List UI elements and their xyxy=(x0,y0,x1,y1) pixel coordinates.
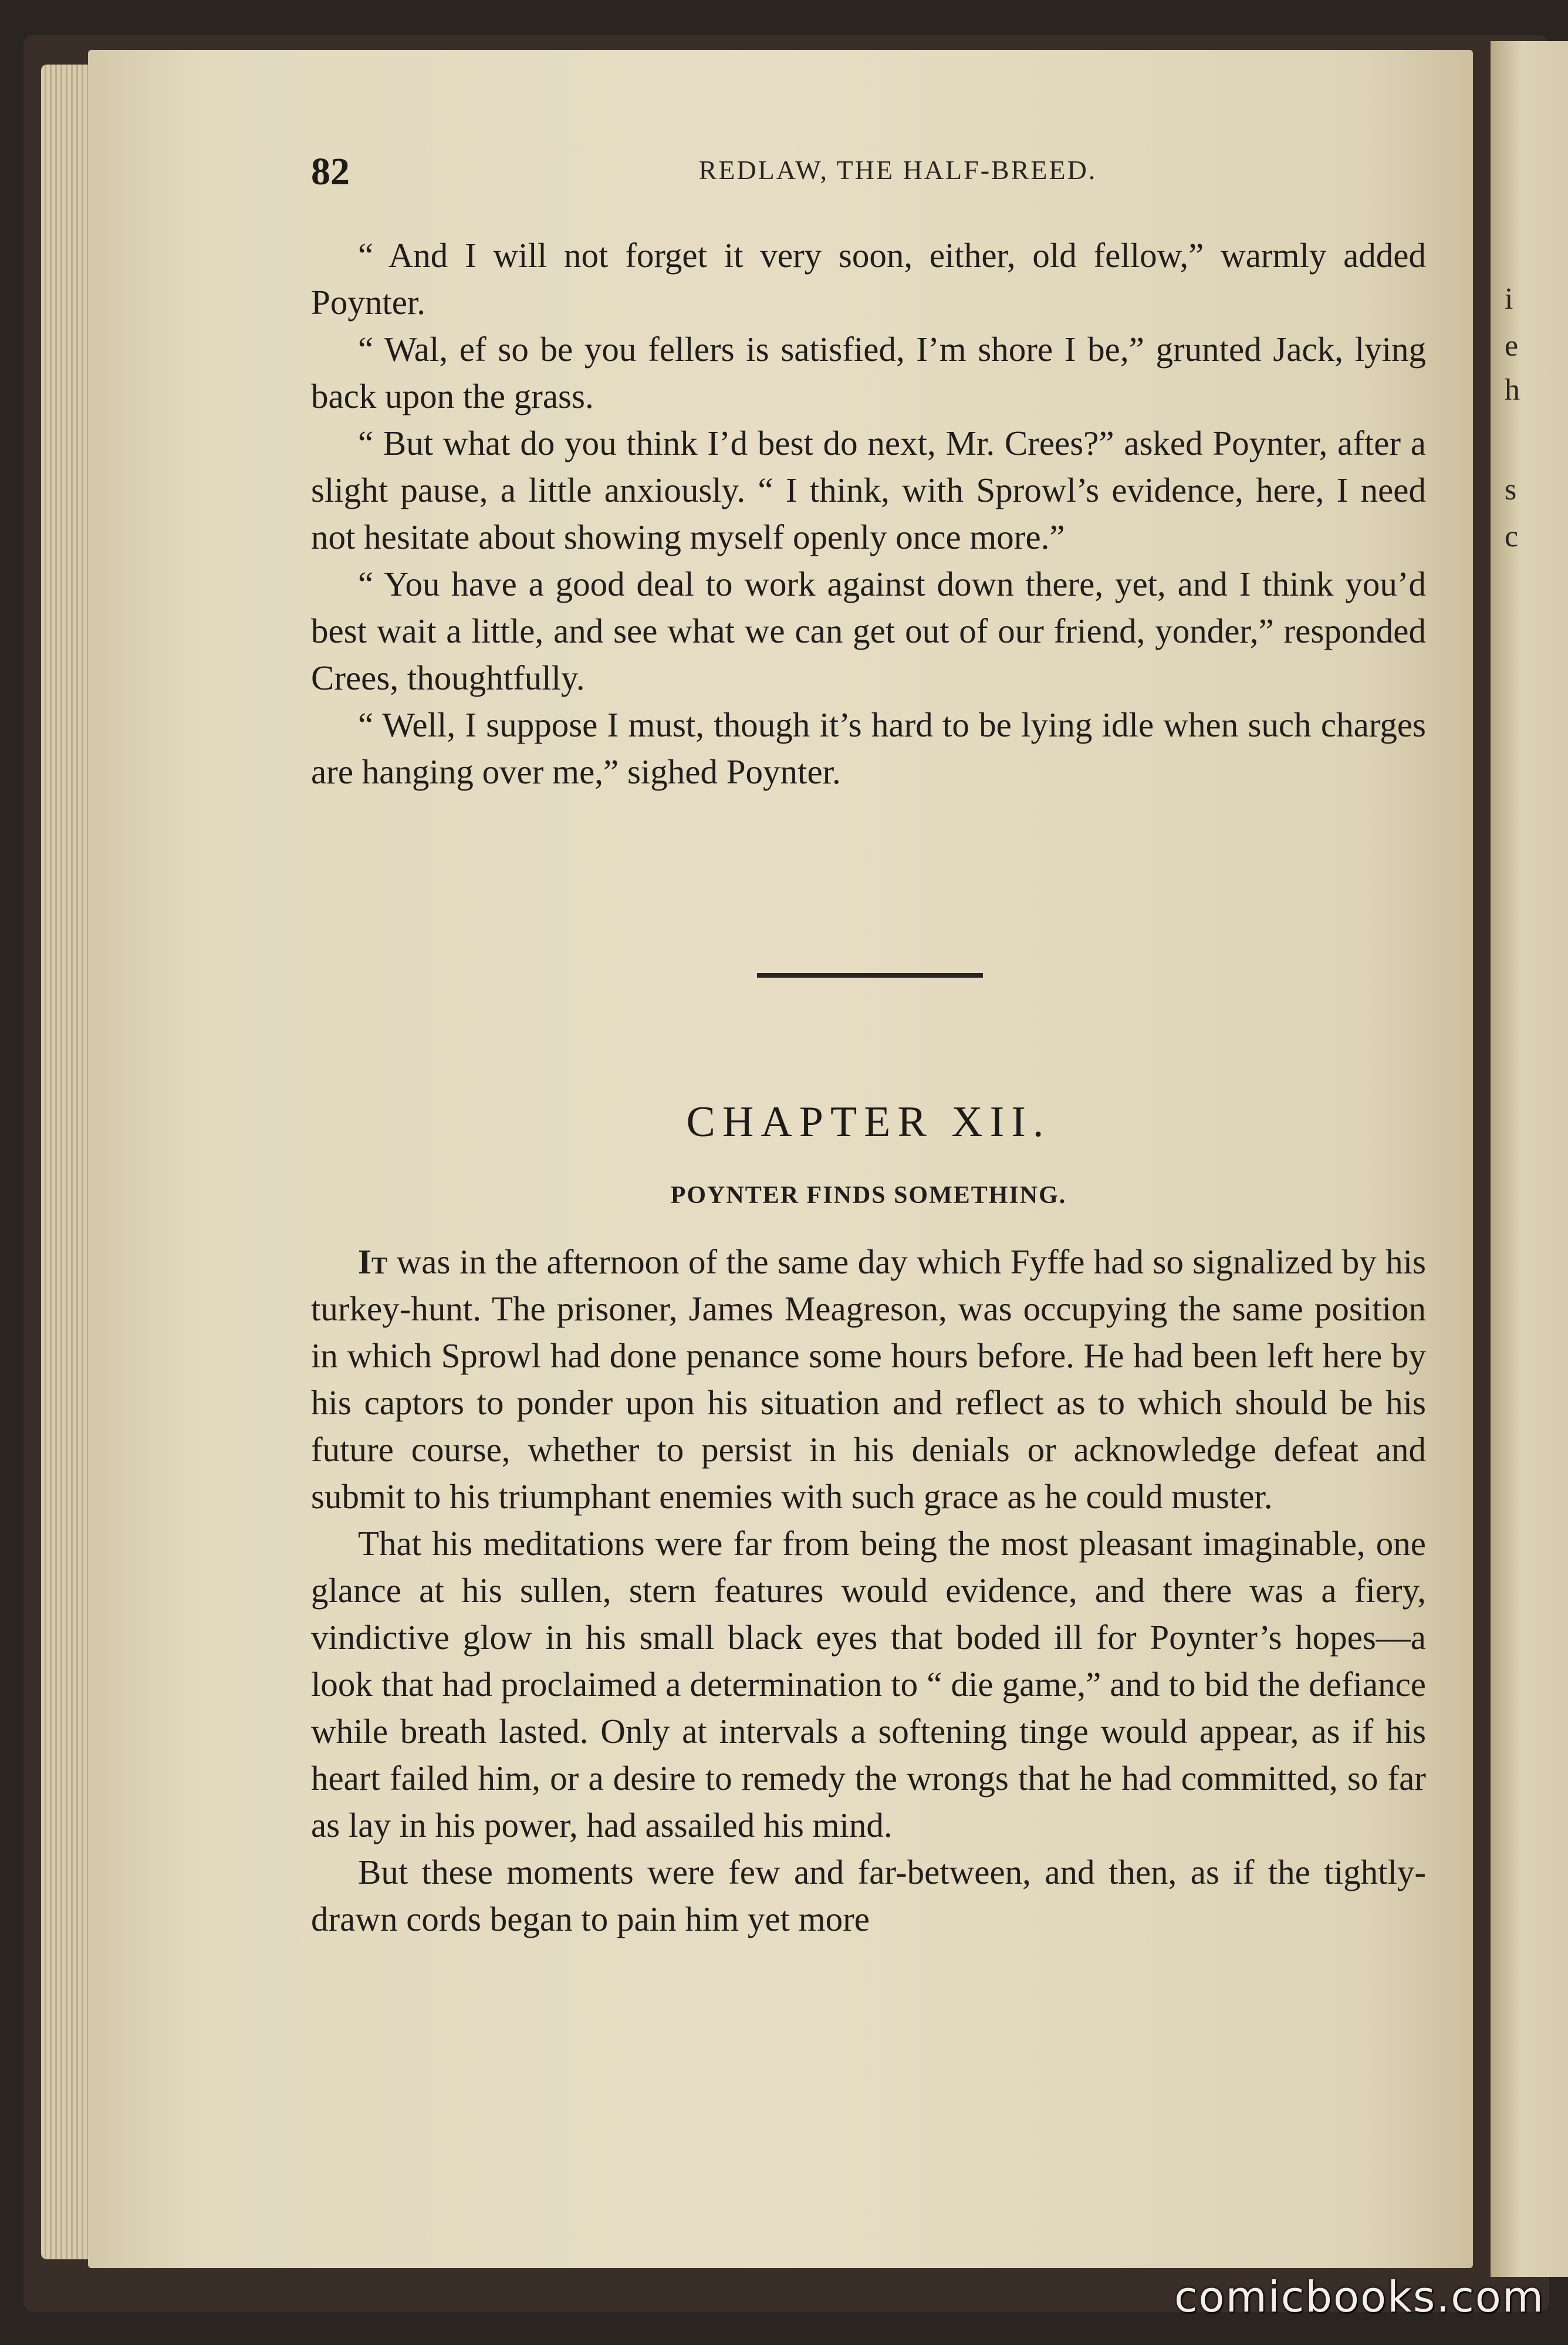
dialogue-passage xyxy=(311,232,1426,795)
paragraph: “ And I will not forget it very soon, either, old fellow,” warmly added Poynter. xyxy=(311,236,1426,322)
facing-page-fragment: i xyxy=(1505,282,1513,316)
facing-page-fragment: h xyxy=(1505,373,1520,407)
chapter-body xyxy=(311,1238,1426,1942)
running-title: REDLAW, THE HALF-BREED. xyxy=(698,155,1097,185)
facing-page-fragment: s xyxy=(1505,473,1517,506)
watermark: comicbooks.com xyxy=(1174,2272,1545,2322)
chapter-subtitle: POYNTER FINDS SOMETHING. xyxy=(670,1182,1067,1209)
paragraph: “ But what do you think I’d best do next, Mr. Crees?” asked Poynter, after a slight pause, a little anxiously. “ I think, with Sprowl’s evidence, here, I need not hesitate about showing myself openly once more.” xyxy=(311,424,1426,556)
paragraph: That his meditations were far from being the most pleasant imaginable, one glance at his sullen, stern features would evidence, and there was a fiery, vindictive glow in his small black eyes that boded ill for Poynter’s hopes—a look that had proclaimed a determination to “ die game,” and to bid the defiance while breath lasted. Only at intervals a softening tinge would appear, as if his heart failed him, or a desire to remedy the wrongs that he had committed, so far as lay in his power, had assailed his mind. xyxy=(311,1524,1426,1844)
paragraph xyxy=(311,1238,1426,1520)
opening-word: It xyxy=(358,1242,388,1281)
section-divider xyxy=(757,973,983,978)
paragraph: “ You have a good deal to work against down there, yet, and I think you’d best wait a little, and see what we can get out of our friend, yonder,” responded Crees, thoughtfully. xyxy=(311,565,1426,697)
facing-page-fragment: e xyxy=(1505,329,1519,363)
paragraph: But these moments were few and far-between, and then, as if the tightly-drawn cords began to pain him yet more xyxy=(311,1853,1426,1938)
facing-page-edge xyxy=(1491,41,1568,2277)
chapter-title: CHAPTER XII. xyxy=(686,1098,1051,1146)
running-head xyxy=(311,150,1426,197)
facing-page-fragment: c xyxy=(1505,520,1519,553)
page-number: 82 xyxy=(311,150,350,193)
paragraph-text: was in the afternoon of the same day which Fyffe had so signalized by his turkey-hunt. The prisoner, James Meagreson, was occupying the same position in which Sprowl had done penance some hours before. He had been left here by his captors to ponder upon his situation and reflect as to which should be his future course, whether to persist in his denials or acknowledge defeat and submit to his triumphant enemies with such grace as he could muster. xyxy=(311,1242,1427,1516)
paragraph: “ Well, I suppose I must, though it’s hard to be lying idle when such charges are hanging over me,” sighed Poynter. xyxy=(311,705,1426,791)
paragraph: “ Wal, ef so be you fellers is satisfied, I’m shore I be,” grunted Jack, lying back upon the grass. xyxy=(311,330,1426,415)
